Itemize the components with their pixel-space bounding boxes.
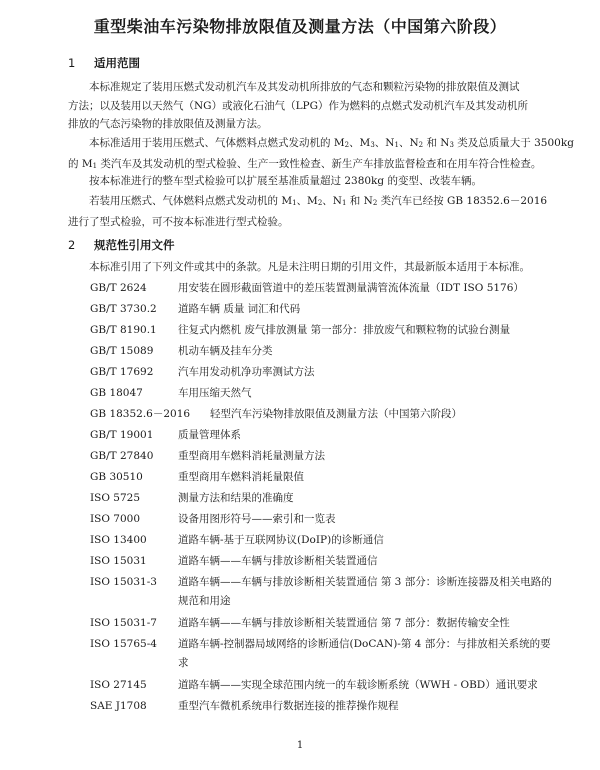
reference-code: ISO 27145 — [90, 679, 147, 691]
text-run: 类及总质量大于 3500kg — [453, 137, 574, 149]
subscript: 1 — [341, 199, 347, 207]
paragraph-line: 进行了型式检验，可不按本标准进行型式检验。 — [68, 215, 289, 228]
reference-code: GB/T 15089 — [90, 345, 154, 357]
reference-title: 道路车辆-控制器局域网络的诊断通信(DoCAN)-第 4 部分：与排放相关系统的要求 — [178, 638, 551, 669]
paragraph-line — [68, 134, 574, 155]
reference-code: GB/T 8190.1 — [90, 324, 157, 336]
text-run: 和 N — [346, 195, 373, 207]
reference-code: GB 18352.6－2016 — [90, 408, 191, 420]
section-1-paragraph-1 — [68, 78, 546, 134]
subscript: 2 — [317, 199, 323, 207]
reference-title: 道路车辆——实现全球范围内统一的车载诊断系统（WWH - OBD）通讯要求 — [178, 679, 538, 691]
reference-title: 汽车用发动机净功率测试方法 — [178, 366, 315, 378]
section-2-number: 2 — [68, 238, 76, 252]
text-run: 若装用压燃式、气体燃料点燃式发动机的 M — [89, 195, 293, 207]
text-run: 本标准适用于装用压燃式、气体燃料点燃式发动机的 M — [89, 137, 345, 149]
text-run: 、N — [322, 195, 342, 207]
subscript: 3 — [449, 141, 454, 149]
reference-code: GB/T 19001 — [90, 429, 154, 441]
subscript: 1 — [394, 141, 399, 149]
reference-code: ISO 15031-3 — [90, 576, 157, 588]
reference-title: 轻型汽车污染物排放限值及测量方法（中国第六阶段） — [210, 408, 462, 420]
text-run: 和 N — [423, 137, 450, 149]
reference-code: ISO 15031 — [90, 555, 147, 567]
text-run: 类汽车及其发动机的型式检验、生产一致性检查、新生产车排放监督检查和在用车符合性检查。 — [97, 157, 542, 170]
reference-code: GB/T 3730.2 — [90, 303, 157, 315]
paragraph-line: 本标准规定了装用压燃式发动机汽车及其发动机所排放的气态和颗粒污染物的排放限值及测试 — [89, 81, 520, 93]
reference-title: 质量管理体系 — [178, 429, 241, 441]
reference-title: 重型汽车微机系统串行数据连接的推荐操作规程 — [178, 700, 399, 712]
page-number: 1 — [296, 740, 304, 751]
text-run: 的 M — [68, 157, 93, 170]
reference-code: ISO 15031-7 — [90, 617, 157, 629]
reference-title: 往复式内燃机 废气排放测量 第一部分：排放废气和颗粒物的试验台测量 — [178, 324, 511, 336]
subscript: 1 — [292, 199, 297, 207]
reference-title: 重型商用车燃料消耗量测量方法 — [178, 450, 325, 462]
reference-code: GB 18047 — [90, 387, 143, 399]
section-2-intro — [68, 258, 546, 277]
reference-title: 道路车辆——车辆与排放诊断相关装置通信 第 7 部分：数据传输安全性 — [178, 617, 510, 629]
text-run: 、N — [374, 137, 395, 149]
subscript: 3 — [370, 141, 375, 149]
paragraph-line: 本标准引用了下列文件或其中的条款。凡是未注明日期的引用文件，其最新版本适用于本标准。 — [89, 261, 530, 273]
reference-code: ISO 5725 — [90, 492, 141, 504]
reference-title: 机动车辆及挂车分类 — [178, 345, 273, 357]
section-1-heading — [68, 55, 140, 71]
text-run: 、M — [296, 195, 318, 207]
paragraph-line — [68, 192, 546, 213]
reference-title: 测量方法和结果的准确度 — [178, 492, 294, 504]
subscript: 1 — [92, 161, 98, 170]
reference-code: GB/T 27840 — [90, 450, 154, 462]
reference-title: 车用压缩天然气 — [178, 387, 252, 399]
section-1-number: 1 — [68, 56, 76, 70]
reference-code: ISO 13400 — [90, 534, 147, 546]
section-2-title: 规范性引用文件 — [94, 238, 175, 252]
reference-title: 用安装在圆形截面管道中的差压装置测量满管流体流量（IDT ISO 5176） — [178, 282, 524, 294]
subscript: 2 — [372, 199, 378, 207]
reference-code: SAE J1708 — [90, 700, 147, 712]
text-run: 、M — [349, 137, 371, 149]
text-run: 、N — [398, 137, 419, 149]
reference-code: GB/T 2624 — [90, 282, 147, 294]
reference-title: 设备用图形符号——索引和一览表 — [178, 513, 336, 525]
section-1-paragraph-2 — [68, 134, 574, 175]
section-1-paragraph-3 — [68, 172, 546, 191]
reference-code: ISO 7000 — [90, 513, 141, 525]
document-title: 重型柴油车污染物排放限值及测量方法（中国第六阶段） — [93, 17, 507, 36]
reference-title: 道路车辆 质量 词汇和代码 — [178, 303, 301, 315]
section-1-paragraph-4 — [68, 192, 546, 231]
section-1-title: 适用范围 — [94, 56, 141, 70]
reference-title: 道路车辆-基于互联网协议(DoIP)的诊断通信 — [178, 534, 384, 546]
subscript: 2 — [344, 141, 350, 149]
reference-title: 道路车辆——车辆与排放诊断相关装置通信 第 3 部分：诊断连接器及相关电路的规范和用途 — [178, 576, 552, 607]
reference-title: 重型商用车燃料消耗量限值 — [178, 471, 304, 483]
paragraph-line: 按本标准进行的整车型式检验可以扩展至基准质量超过 2380kg 的变型、改装车辆。 — [89, 175, 482, 187]
reference-code: ISO 15765-4 — [90, 638, 157, 650]
paragraph-line: 排放的气态污染物的排放限值及测量方法。 — [68, 118, 268, 130]
reference-code: GB 30510 — [90, 471, 143, 483]
text-run: 类汽车已经按 GB 18352.6－2016 — [377, 195, 548, 207]
paragraph-line: 方法；以及装用以天然气（NG）或液化石油气（LPG）作为燃料的点燃式发动机汽车及其发动机所 — [68, 99, 528, 112]
subscript: 2 — [418, 141, 424, 149]
section-2-heading — [68, 237, 175, 253]
reference-title: 道路车辆——车辆与排放诊断相关装置通信 — [178, 555, 378, 567]
reference-code: GB/T 17692 — [90, 366, 154, 378]
